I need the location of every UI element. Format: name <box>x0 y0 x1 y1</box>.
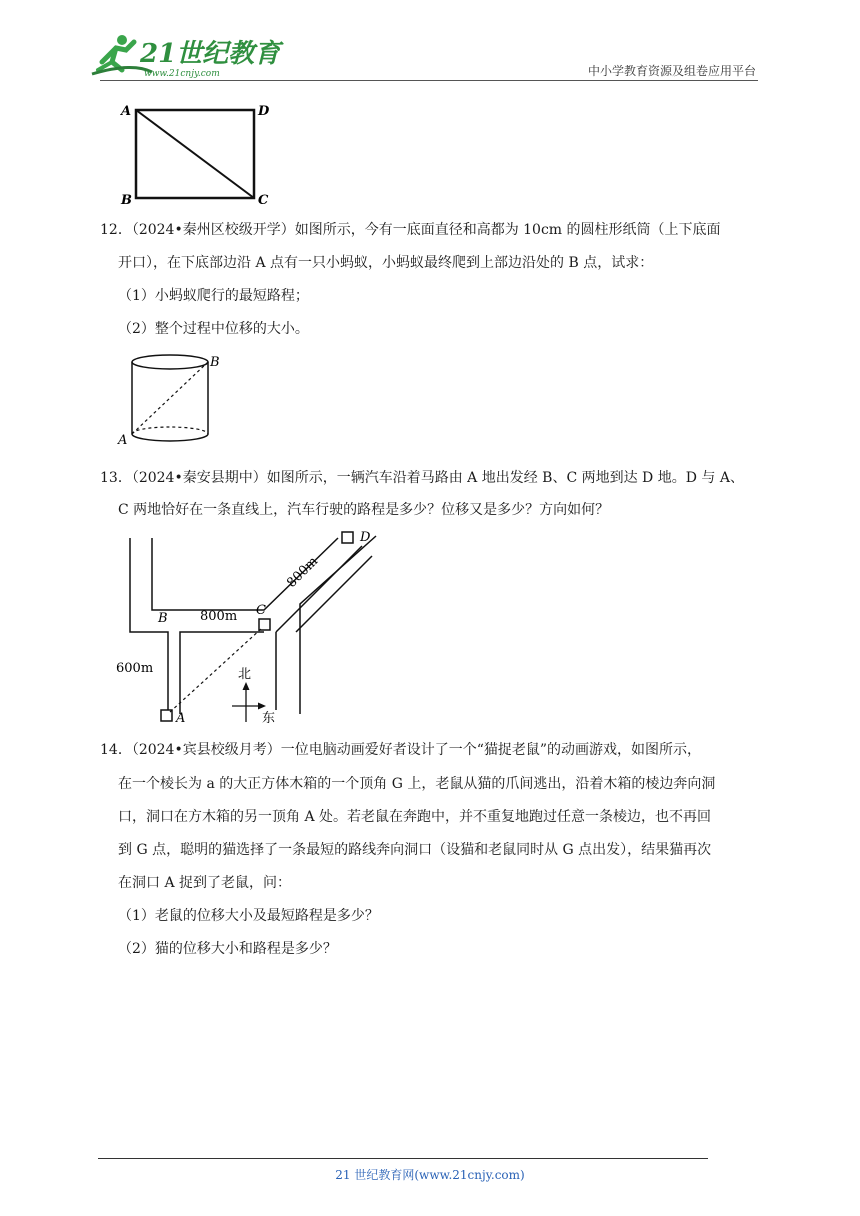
road-label-b: B <box>158 611 168 626</box>
logo-text: 21世纪教育 <box>140 39 281 69</box>
q12-line1: 12．（2024•秦州区校级开学）如图所示，今有一底面直径和高都为 10cm 的圆柱形纸筒（上下底面 <box>100 222 721 238</box>
rect-label-a: A <box>121 104 132 119</box>
q12-sub1: （1）小蚂蚁爬行的最短路程； <box>118 288 309 304</box>
footer-divider <box>98 1158 708 1159</box>
logo-url: www.21cnjy.com <box>144 69 220 79</box>
road-map-figure <box>114 528 384 728</box>
cylinder-figure <box>112 350 232 450</box>
road-dist-ab: 600m <box>116 661 154 676</box>
q14-line3: 口，洞口在方木箱的另一顶角 A 处。若老鼠在奔跑中，并不重复地跑过任意一条棱边，也不再回 <box>118 809 712 825</box>
rect-label-d: D <box>258 104 270 119</box>
compass-east: 东 <box>262 711 276 726</box>
q14-sub2: （2）猫的位移大小和路程是多少？ <box>118 941 337 957</box>
cyl-label-a: A <box>118 433 128 448</box>
q12-sub2: （2）整个过程中位移的大小。 <box>118 321 309 337</box>
road-dist-cd: 800m <box>284 553 322 591</box>
road-label-c: C <box>256 603 266 618</box>
q14-sub1: （1）老鼠的位移大小及最短路程是多少？ <box>118 908 379 924</box>
header-platform-text: 中小学教育资源及组卷应用平台 <box>587 64 756 78</box>
q13-line2: C 两地恰好在一条直线上，汽车行驶的路程是多少？位移又是多少？方向如何？ <box>118 502 610 518</box>
site-logo <box>92 32 281 80</box>
compass-north: 北 <box>238 667 252 682</box>
road-dist-bc: 800m <box>200 609 238 624</box>
road-label-a: A <box>176 711 186 726</box>
rect-label-c: C <box>258 193 269 208</box>
cyl-label-b: B <box>210 355 220 370</box>
header-divider <box>100 80 758 81</box>
q14-line4: 到 G 点，聪明的猫选择了一条最短的路线奔向洞口（设猫和老鼠同时从 G 点出发），结果猫再次 <box>118 842 712 858</box>
compass-icon <box>232 682 266 722</box>
q14-line2: 在一个棱长为 a 的大正方体木箱的一个顶角 G 上，老鼠从猫的爪间逃出，沿着木箱的棱边奔向洞 <box>118 776 716 792</box>
q13-line1: 13．（2024•秦安县期中）如图所示，一辆汽车沿着马路由 A 地出发经 B、C 两地到达 D 地。D 与 A、 <box>100 470 744 486</box>
q14-line1: 14．（2024•宾县校级月考）一位电脑动画爱好者设计了一个“猫捉老鼠”的动画游戏，如图所示， <box>100 742 702 758</box>
rectangle-figure <box>118 98 278 208</box>
q12-line2: 开口），在下底部边沿 A 点有一只小蚂蚁，小蚂蚁最终爬到上部边沿处的 B 点，试求： <box>118 255 654 271</box>
rect-label-b: B <box>121 193 132 208</box>
q14-line5: 在洞口 A 捉到了老鼠，问： <box>118 875 292 891</box>
road-label-d: D <box>360 530 371 545</box>
footer-link[interactable]: 21 世纪教育网(www.21cnjy.com) <box>335 1168 525 1182</box>
